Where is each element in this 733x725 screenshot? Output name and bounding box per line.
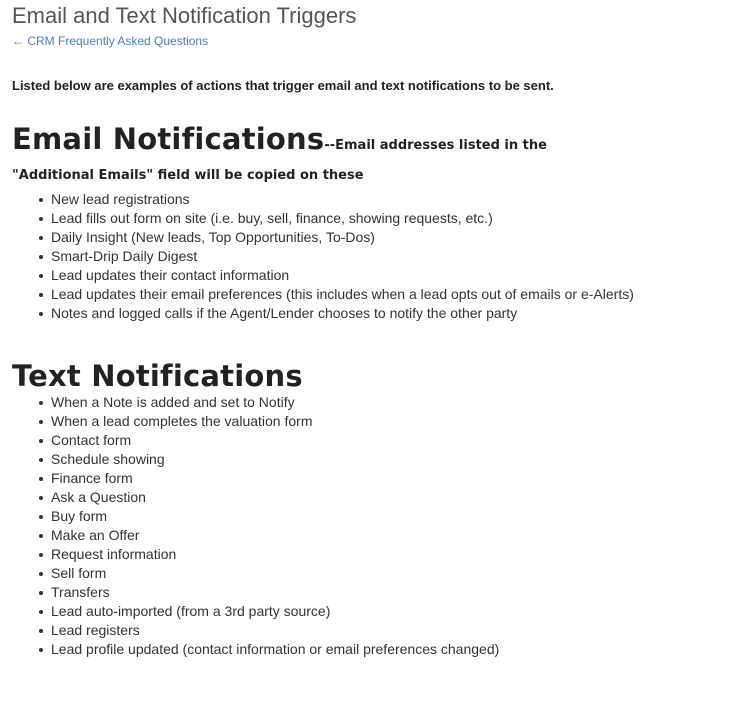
text-notifications-heading: Text Notifications — [12, 359, 303, 393]
list-item: Finance form — [51, 469, 733, 488]
list-item: Lead auto-imported (from a 3rd party source) — [51, 602, 733, 621]
email-notifications-heading — [12, 122, 733, 190]
text-triggers-list — [12, 393, 733, 659]
list-item: Daily Insight (New leads, Top Opportunities, To-Dos) — [51, 228, 733, 247]
list-item: Lead registers — [51, 621, 733, 640]
list-item: When a lead completes the valuation form — [51, 412, 733, 431]
list-item: Schedule showing — [51, 450, 733, 469]
list-item: Buy form — [51, 507, 733, 526]
list-item: Request information — [51, 545, 733, 564]
page-title: Email and Text Notification Triggers — [12, 3, 357, 28]
list-item: Ask a Question — [51, 488, 733, 507]
email-heading-title: Email Notifications — [12, 122, 325, 156]
list-item: Contact form — [51, 431, 733, 450]
list-item: Smart-Drip Daily Digest — [51, 247, 733, 266]
list-item: Lead updates their contact information — [51, 266, 733, 285]
email-heading-note-line1: --Email addresses listed in the — [324, 138, 547, 153]
email-heading-note-line2: "Additional Emails" field will be copied on these — [12, 168, 364, 183]
list-item: New lead registrations — [51, 190, 733, 209]
intro-text: Listed below are examples of actions that trigger email and text notifications to be sent. — [12, 78, 554, 93]
list-item: Transfers — [51, 583, 733, 602]
list-item: Lead fills out form on site (i.e. buy, sell, finance, showing requests, etc.) — [51, 209, 733, 228]
list-item: Lead profile updated (contact information or email preferences changed) — [51, 640, 733, 659]
list-item: Make an Offer — [51, 526, 733, 545]
list-item: Lead updates their email preferences (this includes when a lead opts out of emails or e-Alerts) — [51, 285, 733, 304]
email-triggers-list — [12, 190, 733, 323]
list-item: When a Note is added and set to Notify — [51, 393, 733, 412]
list-item: Notes and logged calls if the Agent/Lender chooses to notify the other party — [51, 304, 733, 323]
back-to-faq-link[interactable]: ← CRM Frequently Asked Questions — [12, 34, 209, 48]
list-item: Sell form — [51, 564, 733, 583]
